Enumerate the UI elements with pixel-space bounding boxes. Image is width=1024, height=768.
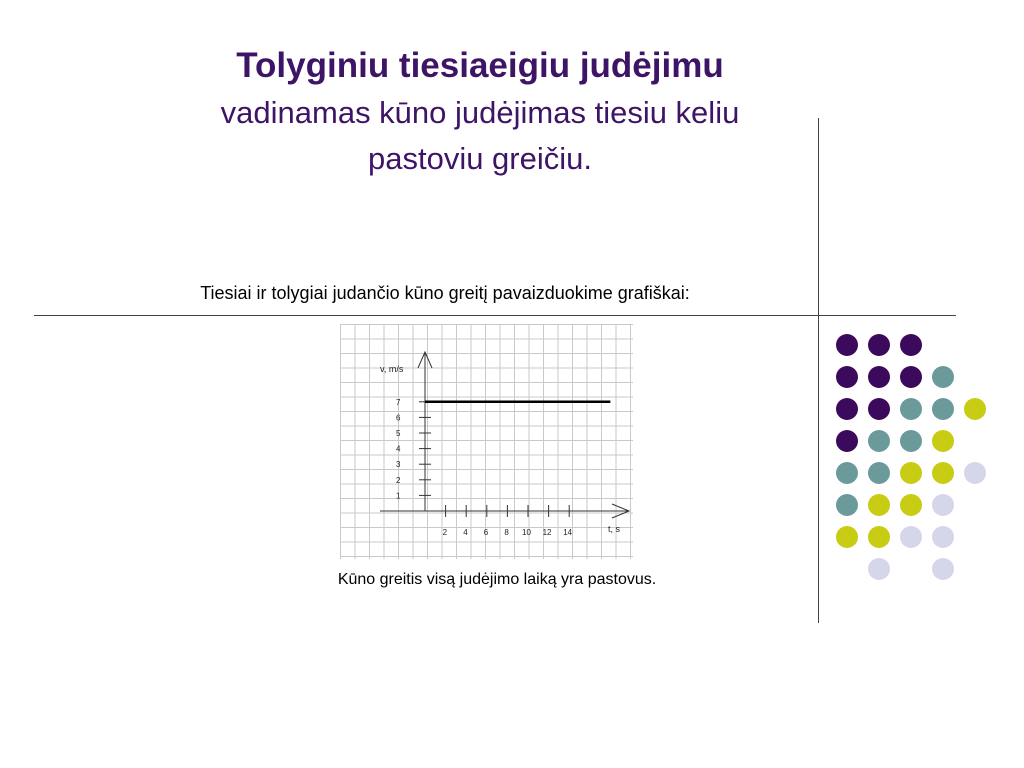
title-bold-line: Tolyginiu tiesiaeigiu judėjimu bbox=[236, 46, 724, 85]
y-axis-label: v, m/s bbox=[380, 364, 404, 374]
decorative-dot bbox=[868, 526, 890, 548]
decorative-dot bbox=[836, 334, 858, 356]
x-tick-label: 8 bbox=[504, 528, 509, 537]
decorative-dot bbox=[868, 334, 890, 356]
x-tick-label: 14 bbox=[563, 528, 573, 537]
x-tick-label: 4 bbox=[463, 528, 468, 537]
x-tick-label: 12 bbox=[542, 528, 552, 537]
decorative-dot bbox=[868, 462, 890, 484]
x-tick-label: 2 bbox=[442, 528, 448, 537]
y-tick-label: 5 bbox=[396, 429, 401, 438]
y-tick-label: 3 bbox=[396, 460, 401, 470]
decorative-dot bbox=[932, 462, 954, 484]
decorative-dot-grid bbox=[836, 334, 1006, 584]
velocity-time-chart bbox=[340, 324, 633, 559]
decorative-dot bbox=[836, 430, 858, 452]
slide-title bbox=[130, 42, 830, 182]
y-tick-label: 1 bbox=[396, 491, 401, 501]
vertical-divider bbox=[818, 118, 819, 623]
intro-text: Tiesiai ir tolygiai judančio kūno greitį pavaizduokime grafiškai: bbox=[200, 283, 690, 303]
decorative-dot bbox=[900, 526, 922, 548]
decorative-dot bbox=[964, 398, 986, 420]
chart-grid bbox=[340, 324, 633, 559]
decorative-dot bbox=[900, 366, 922, 388]
decorative-dot bbox=[868, 398, 890, 420]
y-tick-label: 7 bbox=[396, 397, 401, 407]
y-tick-label: 2 bbox=[396, 475, 401, 485]
decorative-dot bbox=[900, 494, 922, 516]
decorative-dot bbox=[836, 462, 858, 484]
decorative-dot bbox=[900, 430, 922, 452]
y-tick-label: 6 bbox=[396, 413, 401, 423]
decorative-dot bbox=[900, 398, 922, 420]
x-axis-label: t, s bbox=[608, 524, 621, 534]
decorative-dot bbox=[932, 398, 954, 420]
decorative-dot bbox=[932, 494, 954, 516]
decorative-dot bbox=[836, 526, 858, 548]
decorative-dot bbox=[836, 366, 858, 388]
y-tick-label: 4 bbox=[396, 444, 401, 454]
x-tick-label: 10 bbox=[522, 528, 531, 537]
decorative-dot bbox=[964, 462, 986, 484]
x-tick-label: 6 bbox=[483, 528, 489, 537]
title-line-3: pastoviu greičiu. bbox=[367, 141, 592, 176]
decorative-dot bbox=[868, 430, 890, 452]
decorative-dot bbox=[932, 558, 954, 580]
decorative-dot bbox=[932, 430, 954, 452]
decorative-dot bbox=[900, 334, 922, 356]
horizontal-divider bbox=[34, 315, 956, 316]
title-line-2: vadinamas kūno judėjimas tiesiu keliu bbox=[220, 95, 740, 130]
decorative-dot bbox=[932, 366, 954, 388]
decorative-dot bbox=[932, 526, 954, 548]
chart-axes bbox=[380, 352, 629, 518]
chart-ticks bbox=[396, 398, 573, 537]
caption-text: Kūno greitis visą judėjimo laiką yra pastovus. bbox=[337, 571, 657, 588]
decorative-dot bbox=[900, 462, 922, 484]
decorative-dot bbox=[836, 398, 858, 420]
decorative-dot bbox=[868, 494, 890, 516]
decorative-dot bbox=[868, 366, 890, 388]
decorative-dot bbox=[868, 558, 890, 580]
decorative-dot bbox=[836, 494, 858, 516]
